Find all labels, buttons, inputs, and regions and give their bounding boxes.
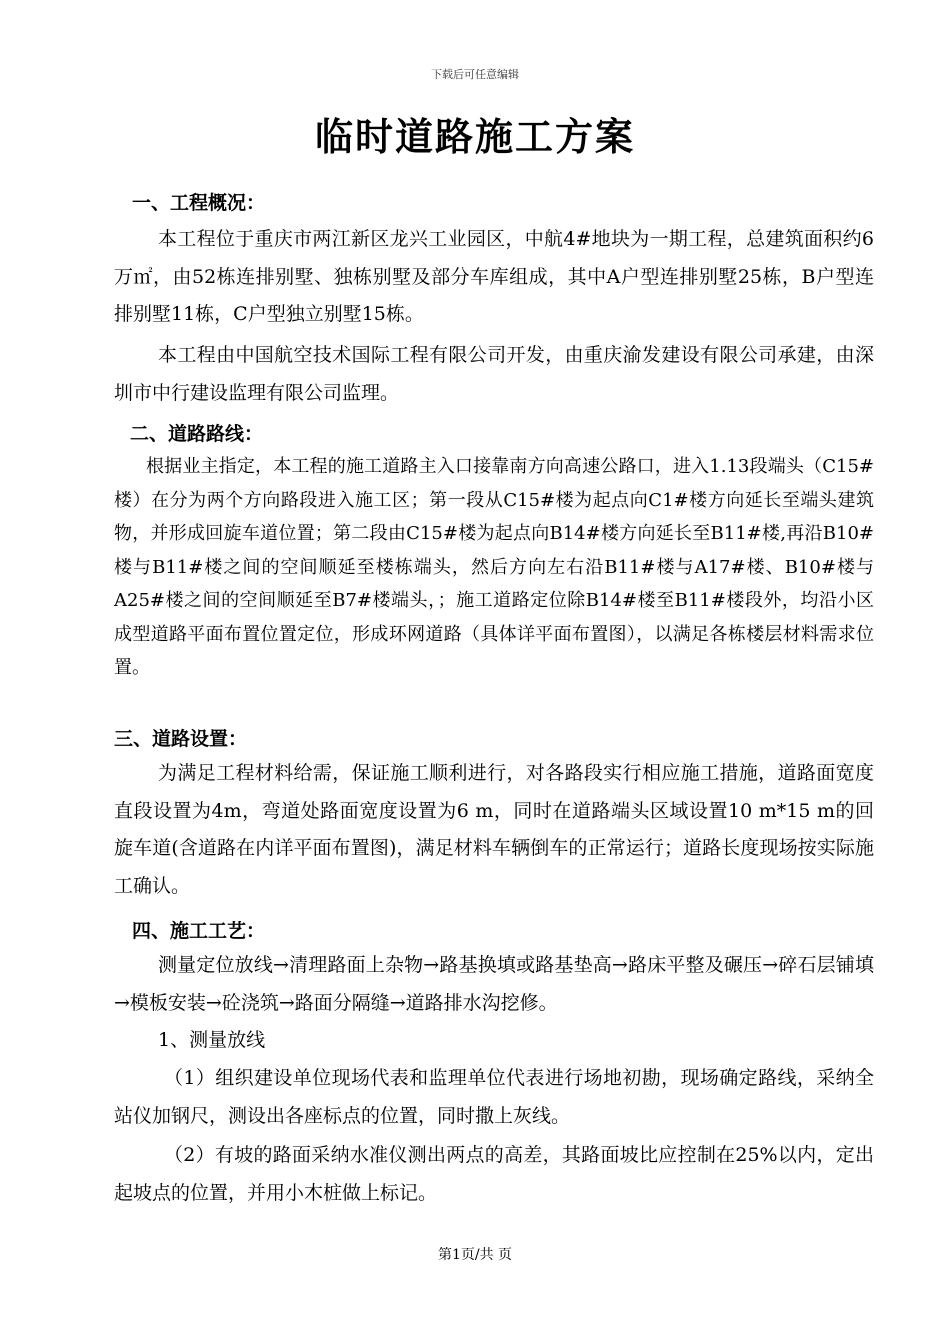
section1-heading: 一、工程概况：	[132, 192, 266, 214]
section1-paragraph-2: 本工程由中国航空技术国际工程有限公司开发，由重庆渝发建设有限公司承建，由深圳市中行建设监理有限公司监理。	[114, 344, 874, 404]
section2-heading: 二、道路路线：	[130, 423, 264, 445]
section4-item-2: （2）有坡的路面采纳水准仪测出两点的高差，其路面坡比应控制在25%以内，定出起坡点的位置，并用小木桩做上标记。	[114, 1144, 874, 1204]
document-title: 临时道路施工方案	[314, 114, 635, 159]
section4-heading: 四、施工工艺：	[132, 920, 266, 942]
section4-paragraph-1: 测量定位放线→清理路面上杂物→路基换填或路基垫高→路床平整及碾压→碎石层铺填→模板安装→砼浇筑→路面分隔缝→道路排水沟挖修。	[114, 954, 874, 1014]
section4-subheading-1: 1、测量放线	[158, 1029, 266, 1051]
section1-paragraph-1: 本工程位于重庆市两江新区龙兴工业园区，中航4#地块为一期工程，总建筑面积约6万㎡，由52栋连排别墅、独栋别墅及部分车库组成，其中A户型连排别墅25栋，B户型连排别墅11栋，C户型独立别墅15栋。	[114, 228, 874, 325]
header-note: 下载后可任意编辑	[431, 68, 519, 81]
section3-paragraph-1: 为满足工程材料给需，保证施工顺利进行，对各路段实行相应施工措施，道路面宽度直段设置为4m，弯道处路面宽度设置为6 m，同时在道路端头区域设置10 m*15 m的回旋车道(含道路在内详平面布置图)，满足材料车辆倒车的正常运行；道路长度现场按实际施工确认。	[114, 762, 874, 897]
section3-heading: 三、道路设置：	[114, 728, 248, 750]
page-footer: 第1页/共 页	[437, 1247, 513, 1263]
section2-paragraph-1: 根据业主指定，本工程的施工道路主入口接靠南方向高速公路口，进入1.13段端头（C15#楼）在分为两个方向路段进入施工区；第一段从C15#楼为起点向C1#楼方向延长至端头建筑物，并形成回旋车道位置；第二段由C15#楼为起点向B14#楼方向延长至B11#楼,再沿B10#楼与B11#楼之间的空间顺延至楼栋端头，然后方向左右沿B11#楼与A17#楼、B10#楼与A25#楼之间的空间顺延至B7#楼端头，；施工道路定位除B14#楼至B11#楼段外，均沿小区成型道路平面布置位置定位，形成环网道路（具体详平面布置图），以满足各栋楼层材料需求位置。	[114, 456, 874, 678]
section4-item-1: （1）组织建设单位现场代表和监理单位代表进行场地初勘，现场确定路线，采纳全站仪加钢尺，测设出各座标点的位置，同时撒上灰线。	[114, 1067, 874, 1127]
